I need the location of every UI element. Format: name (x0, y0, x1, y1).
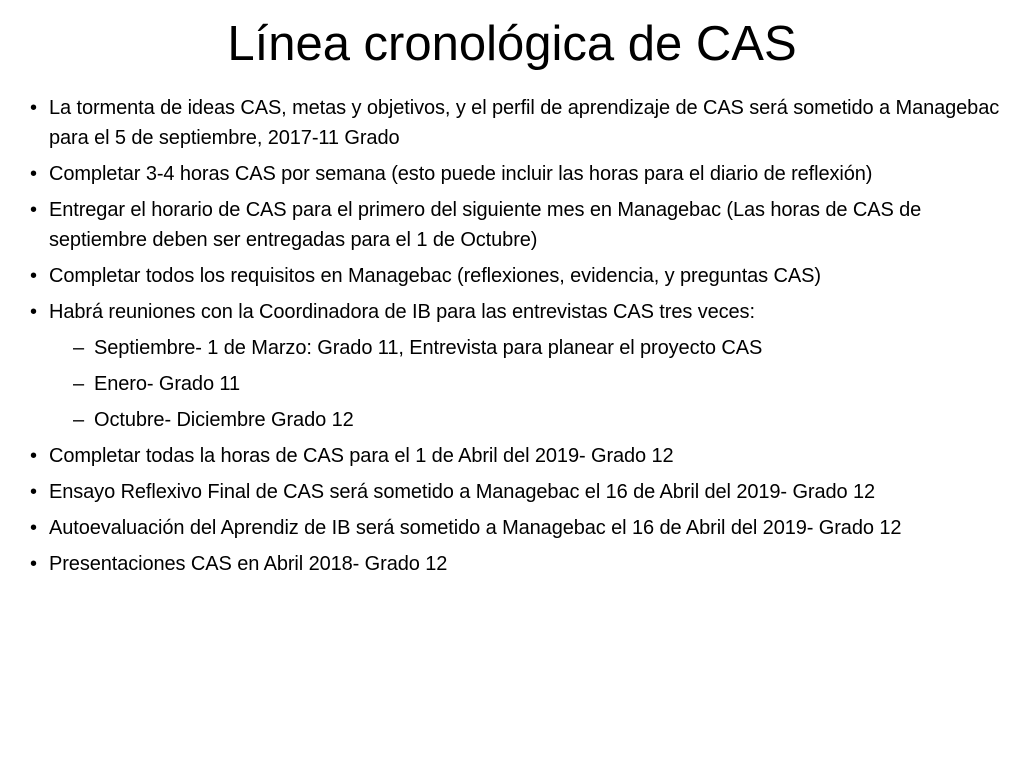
list-item (30, 159, 1020, 189)
list-item-text: Autoevaluación del Aprendiz de IB será sometido a Managebac el 16 de Abril del 2019- Grado 12 (49, 517, 902, 539)
list-item (30, 513, 1020, 543)
list-item (30, 261, 1020, 291)
sub-list-item-text: Octubre- Diciembre Grado 12 (94, 409, 354, 431)
bullet-icon: • (30, 163, 37, 185)
dash-icon: – (73, 337, 85, 359)
sub-list-item-text: Enero- Grado 11 (94, 373, 240, 395)
slide-title: Línea cronológica de CAS (227, 17, 797, 71)
bullet-icon: • (30, 517, 37, 539)
list-item (30, 195, 1020, 255)
dash-icon: – (73, 409, 85, 431)
list-item-text: Completar 3-4 horas CAS por semana (esto puede incluir las horas para el diario de reflexión) (49, 163, 873, 185)
list-item-text: Entregar el horario de CAS para el primero del siguiente mes en Managebac (Las horas de CAS de septiembre deben ser entregadas para el 1 de Octubre) (49, 199, 922, 251)
sub-list-item (30, 333, 1020, 363)
sub-list-item (30, 405, 1020, 435)
list-item-text: Habrá reuniones con la Coordinadora de IB para las entrevistas CAS tres veces: (49, 301, 755, 323)
list-item-text: Completar todas la horas de CAS para el 1 de Abril del 2019- Grado 12 (49, 445, 674, 467)
list-item (30, 93, 1020, 153)
list-item-text: Completar todos los requisitos en Managebac (reflexiones, evidencia, y preguntas CAS) (49, 265, 821, 287)
bullet-icon: • (30, 199, 37, 221)
bullet-icon: • (30, 97, 37, 119)
list-item (30, 441, 1020, 471)
bullet-list (30, 93, 1020, 579)
list-item-text: Presentaciones CAS en Abril 2018- Grado 12 (49, 553, 448, 575)
bullet-icon: • (30, 445, 37, 467)
bullet-icon: • (30, 481, 37, 503)
bullet-icon: • (30, 265, 37, 287)
sub-list-item (30, 369, 1020, 399)
list-item-text: La tormenta de ideas CAS, metas y objetivos, y el perfil de aprendizaje de CAS será sometido a Managebac para el 5 de septiembre, 2017-11 Grado (49, 97, 1000, 149)
list-item (30, 549, 1020, 579)
sub-list-item-text: Septiembre- 1 de Marzo: Grado 11, Entrevista para planear el proyecto CAS (94, 337, 763, 359)
list-item (30, 297, 1020, 327)
dash-icon: – (73, 373, 85, 395)
bullet-icon: • (30, 553, 37, 575)
list-item-text: Ensayo Reflexivo Final de CAS será sometido a Managebac el 16 de Abril del 2019- Grado 12 (49, 481, 876, 503)
list-item (30, 477, 1020, 507)
bullet-icon: • (30, 301, 37, 323)
